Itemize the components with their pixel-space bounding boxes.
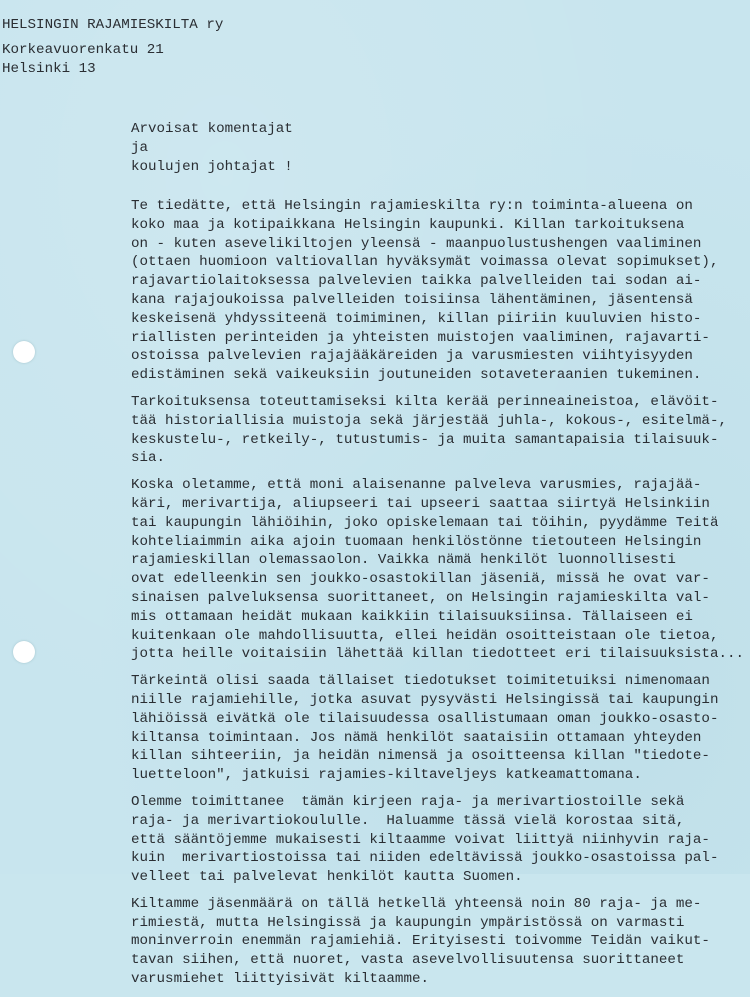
paragraph-line: edistäminen sekä vaikeuksiin joutuneiden sotaveteraanien tukeminen. (131, 367, 702, 384)
paragraph-line: kana rajajoukoissa palvelleiden toisiinsa lähentäminen, jäsentensä (131, 291, 693, 308)
paragraph-line: kuitenkaan ole mahdollisuutta, ellei heidän osoitteistaan ole tietoa, (131, 627, 719, 644)
paragraph-line: keskustelu-, retkeily-, tutustumis- ja muita samantapaisia tilaisuuk- (131, 431, 719, 448)
paragraph-line: riallisten perinteiden ja yhteisten muistojen vaaliminen, rajavarti- (131, 329, 710, 346)
paragraph-line: killan sihteeriin, ja heidän nimensä ja osoitteensa killan "tiedote- (131, 748, 710, 765)
paragraph-line: että sääntöjemme mukaisesti kiltaamme voivat liittyä niinhyvin raja- (131, 831, 710, 848)
paragraph-line: Olemme toimittanee tämän kirjeen raja- ja merivartiostoille sekä (131, 793, 685, 810)
paragraph-line: varusmiehet liittyisivät kiltaamme. (131, 971, 429, 988)
sender-city: Helsinki 13 (2, 61, 96, 77)
paragraph-line: ovat edelleenkin sen joukko-osastokillan jäseniä, missä he ovat var- (131, 571, 710, 588)
paragraph (131, 197, 750, 385)
paragraph-line: tai kaupungin lähiöihin, joko opiskelemaan tai töihin, pyydämme Teitä (131, 514, 719, 531)
paragraph-line: Tarkoituksensa toteuttamiseksi kilta kerää perinneaineistoa, elävöit- (131, 393, 719, 410)
paragraph-line: Te tiedätte, että Helsingin rajamieskilta ry:n toiminta-alueena on (131, 198, 693, 214)
paragraph (131, 476, 750, 664)
punch-hole (13, 641, 35, 663)
sender-block (2, 16, 223, 79)
paragraph (131, 793, 750, 887)
paragraph (131, 672, 750, 785)
paragraph-line: velleet tai palvelevat henkilöt kautta Suomen. (131, 869, 523, 886)
paragraph (131, 895, 750, 989)
paragraph-line: Tärkeintä olisi saada tällaiset tiedotukset toimitetuiksi nimenomaan (131, 673, 710, 690)
punch-hole (13, 341, 35, 363)
paragraph-line: mis ottamaan heidät mukaan kaikkiin tilaisuuksiinsa. Tällaiseen ei (131, 608, 693, 625)
paragraph-line: jotta heille voitaisiin lähettää killan tiedotteet eri tilaisuuksista... (131, 646, 744, 663)
paragraph-line: raja- ja merivartiokoululle. Haluamme tässä vielä korostaa sitä, (131, 812, 685, 829)
paragraph-line: niille rajamiehille, jotka asuvat pysyvästi Helsingissä tai kaupungin (131, 691, 719, 708)
paragraph-line: luetteloon", jatkuisi rajamies-kiltaveljeys katkeamattomana. (131, 767, 642, 784)
paragraph-line: kiltansa toimintaan. Jos nämä henkilöt saataisiin ottamaan yhteyden (131, 729, 702, 746)
paragraph-line: koko maa ja kotipaikkana Helsingin kaupunki. Killan tarkoituksena (131, 216, 685, 233)
paragraph-line: keskeisenä yhdyssiteenä toimiminen, killan piiriin kuuluvien histo- (131, 310, 702, 327)
paragraph-line: sia. (131, 450, 166, 467)
salutation-line: Arvoisat komentajat (131, 121, 293, 137)
paragraph-line: rimiestä, mutta Helsingissä ja kaupungin ympäristössä on varmasti (131, 914, 685, 931)
paragraph-line: kuin merivartiostoissa tai niiden edeltävissä joukko-osastoissa pal- (131, 850, 719, 867)
paragraph-line: rajavartiolaitoksessa palvelevien taikka palvelleiden tai sodan ai- (131, 273, 702, 290)
paragraph-line: tää historiallisia muistoja sekä järjestää juhla-, kokous-, esitelmä-, (131, 412, 727, 429)
salutation (131, 120, 293, 177)
paragraph-line: käri, merivartija, aliupseeri tai upseeri saattaa siirtyä Helsinkiin (131, 495, 710, 512)
paragraph-line: sinaisen palveluksensa suorittaneet, on Helsingin rajamieskilta val- (131, 589, 710, 606)
paragraph-line: kohteliaimmin aika ajoin tuomaan henkilöstönne tietouteen Helsingin (131, 533, 702, 550)
salutation-line: ja (131, 140, 149, 156)
paragraph-line: lähiöissä eivätkä ole tilaisuudessa osallistumaan oman joukko-osasto- (131, 710, 719, 727)
paragraph-line: rajamieskillan olemassaolon. Vaikka nämä henkilöt luonnollisesti (131, 552, 676, 569)
paragraph (131, 393, 750, 468)
paragraph-line: ostoissa palvelevien rajajääkäreiden ja varusmiesten viihtyisyyden (131, 348, 693, 365)
letter-body (131, 197, 750, 997)
paragraph-line: Koska oletamme, että moni alaisenanne palveleva varusmies, rajajää- (131, 477, 702, 494)
paragraph-line: tavan siihen, että nuoret, vasta asevelvollisuutensa suorittaneet (131, 952, 685, 969)
paragraph-line: Kiltamme jäsenmäärä on tällä hetkellä yhteensä noin 80 raja- ja me- (131, 895, 702, 912)
paragraph-line: (ottaen huomioon valtiovallan hyväksymät voimassa olevat sopimukset), (131, 254, 719, 271)
salutation-line: koulujen johtajat ! (131, 159, 293, 175)
sender-organization: HELSINGIN RAJAMIESKILTA ry (2, 17, 224, 33)
sender-street: Korkeavuorenkatu 21 (2, 42, 164, 58)
paragraph-line: on - kuten asevelikiltojen yleensä - maanpuolustushengen vaaliminen (131, 235, 702, 252)
paragraph-line: moninverroin enemmän rajamiehiä. Erityisesti toivomme Teidän vaikut- (131, 933, 710, 950)
